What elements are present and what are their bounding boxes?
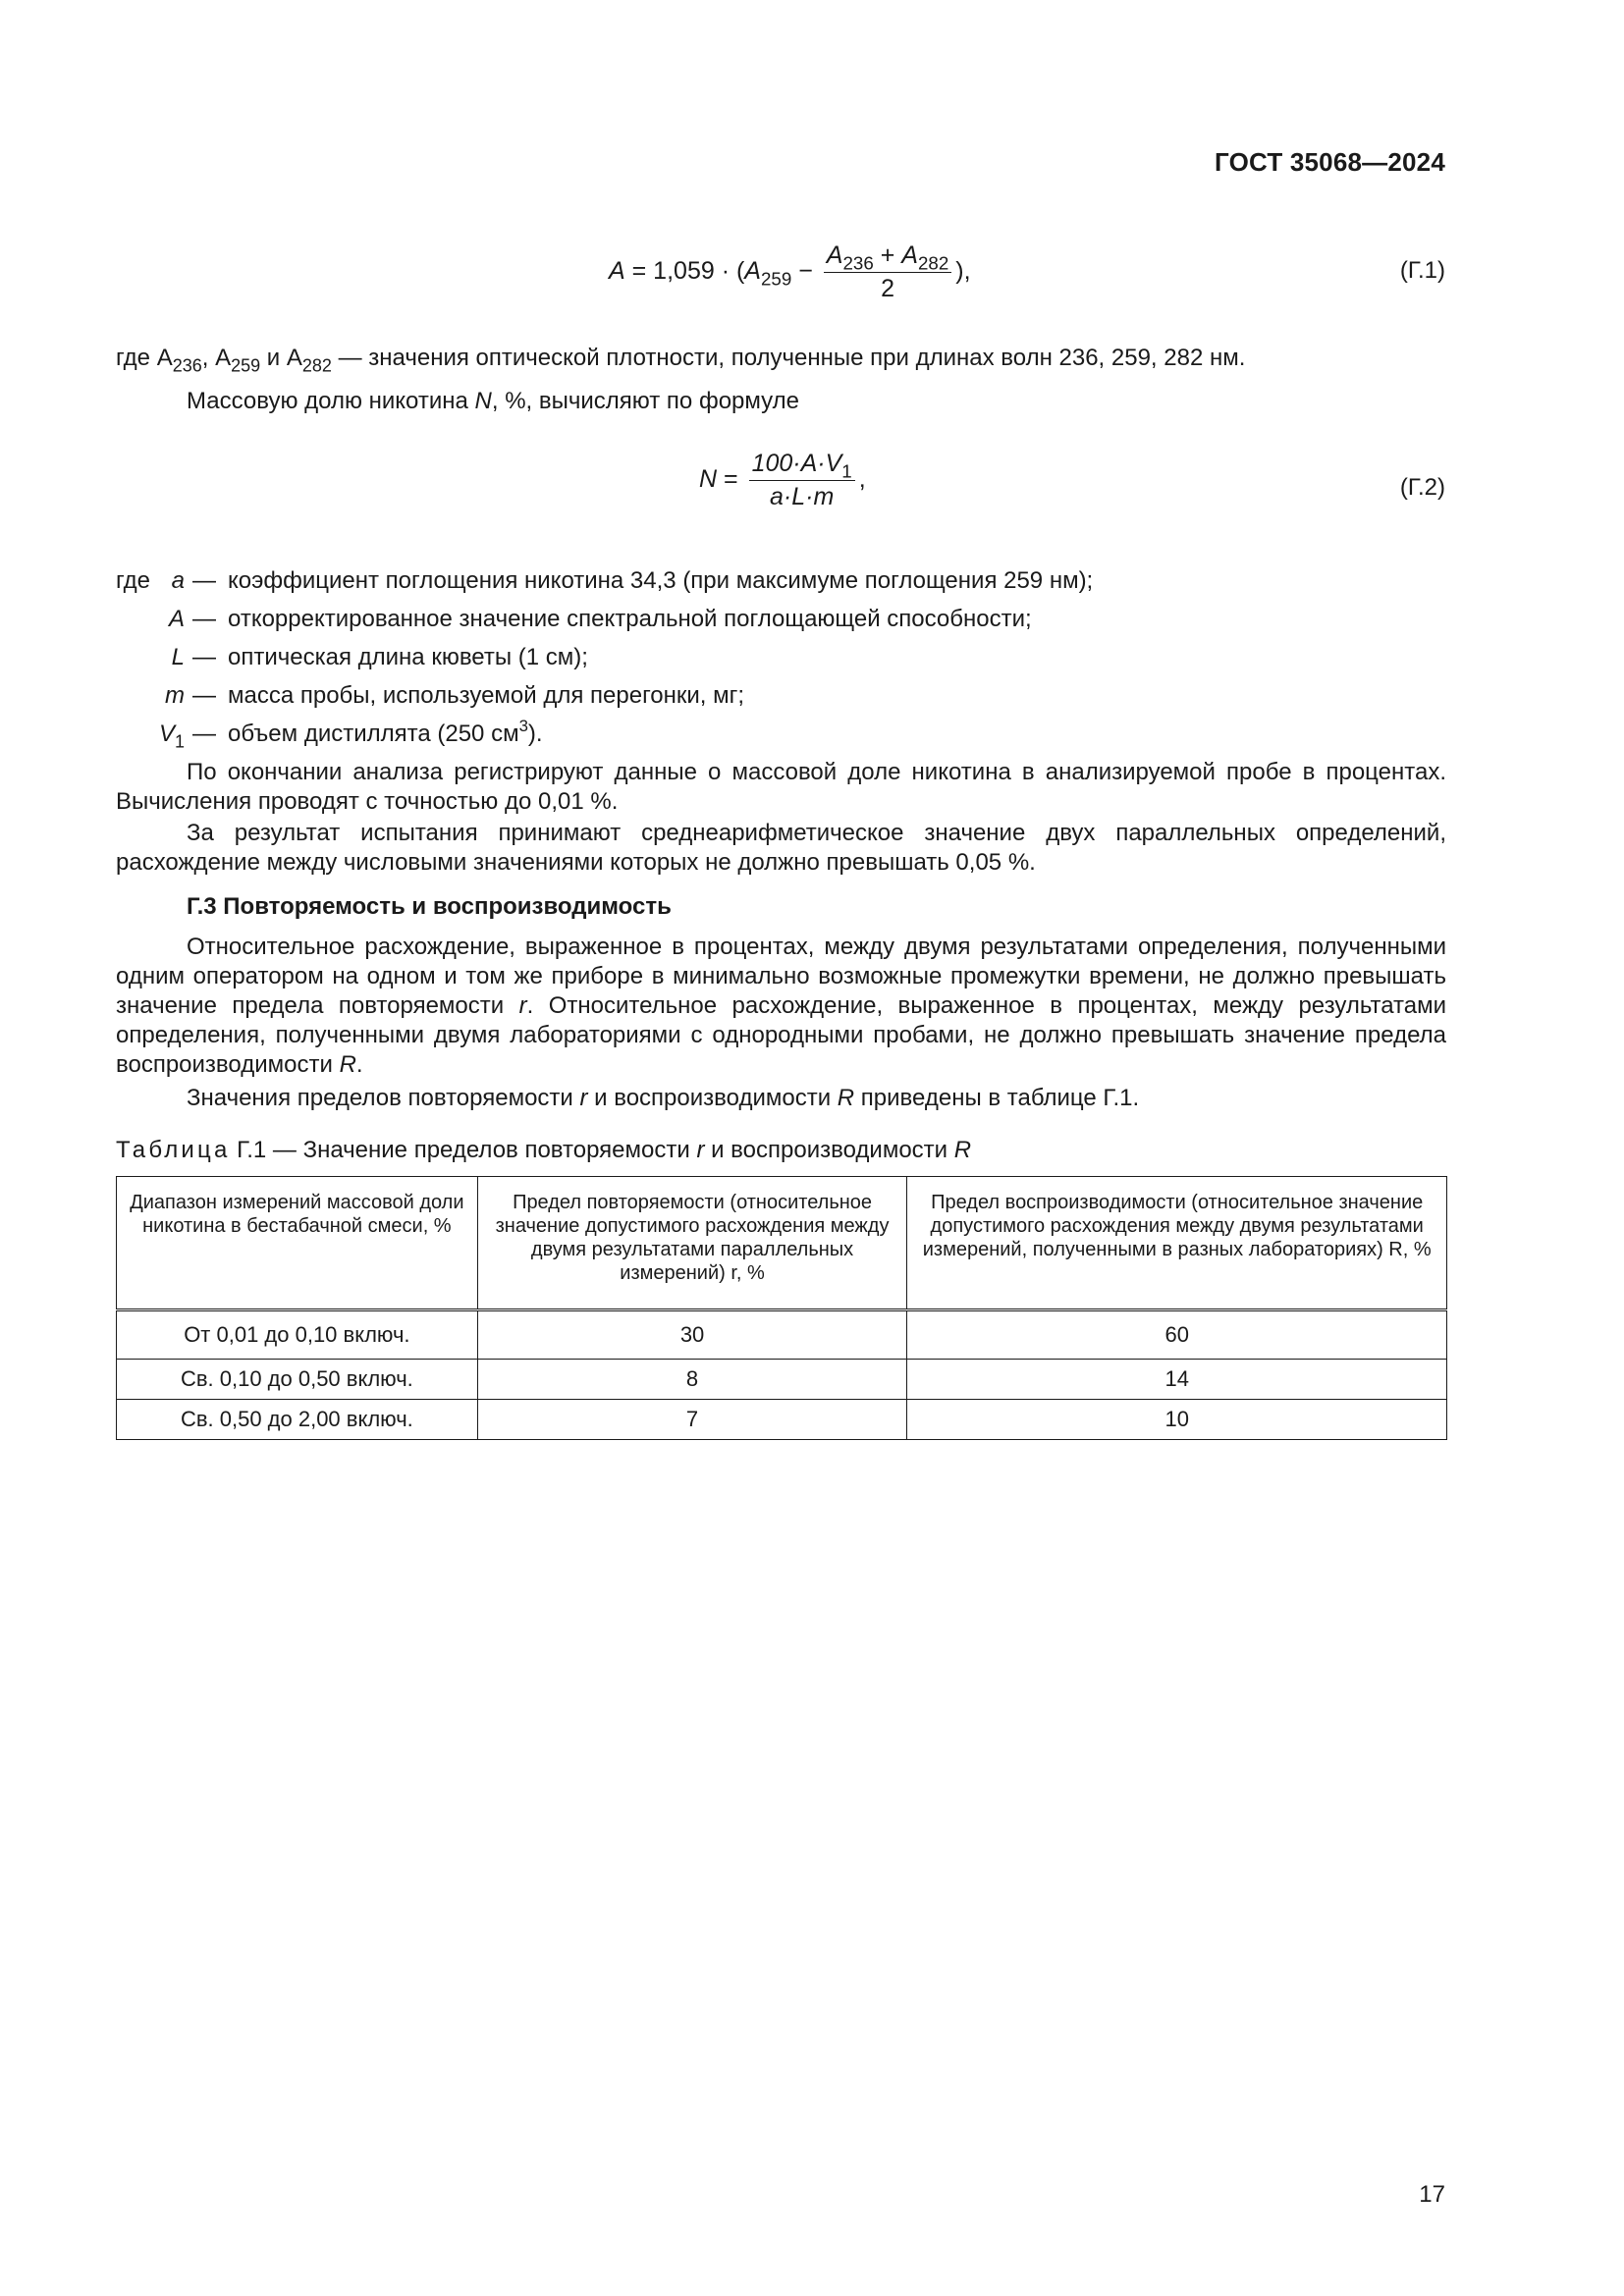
p4-var-R: R	[837, 1085, 855, 1111]
frac2-denominator: a·L·m	[770, 483, 835, 510]
equation-number-g2: (Г.2)	[1399, 474, 1445, 501]
table-cell-reproducibility: 10	[907, 1400, 1447, 1440]
formula-g1-coef: = 1,059 · (	[631, 257, 745, 286]
legend-text-V1-main: объем дистиллята (250 см	[228, 721, 519, 747]
table-cell-range: От 0,01 до 0,10 включ.	[117, 1310, 478, 1360]
legend-item	[116, 682, 1447, 712]
formula-g1-minus: −	[798, 257, 813, 286]
intro-nicotine-fraction	[187, 387, 1446, 416]
legend-item	[116, 644, 1447, 673]
where1-sub-236: 236	[172, 355, 202, 376]
legend-symbol-A: A	[168, 606, 185, 632]
legend-text-A: откорректированное значение спектральной поглощающей способности;	[228, 606, 1032, 632]
frac-a236: A	[826, 241, 843, 269]
p3-part-a: Относительное расхождение, выраженное в процентах, между двумя результатами определения, полученными одним оператором на одном и том же приборе в минимально возможные промежутки времени, не должно превышать значение предела повторяемости	[116, 934, 1446, 1019]
legend-dash: —	[192, 682, 216, 709]
table-caption-word: Таблица	[116, 1137, 231, 1163]
legend-where: где	[116, 567, 151, 594]
legend-symbol-m: m	[165, 682, 185, 709]
where-clause-1	[116, 344, 1446, 376]
where1-sub-259: 259	[231, 355, 261, 376]
legend-text-V1-sup: 3	[518, 716, 528, 735]
page-number: 17	[1419, 2181, 1445, 2208]
legend-symbol-V: V	[158, 721, 175, 747]
legend-symbol-L: L	[171, 644, 185, 670]
paragraph-repeatability	[116, 933, 1446, 1080]
p4-part-b: и воспроизводимости	[587, 1085, 838, 1111]
formula-g1-a259: A	[744, 257, 761, 286]
legend-text-a: коэффициент поглощения никотина 34,3 (при максимуме поглощения 259 нм);	[228, 567, 1094, 594]
p3-part-b: . Относительное расхождение, выраженное в процентах, между результатами определения, полученными двумя лабораториями с однородными пробами, не должно превышать значение предела воспроизводимости	[116, 992, 1446, 1078]
paragraph-analysis-result: По окончании анализа регистрируют данные о массовой доле никотина в анализируемой пробе в процентах. Вычисления проводят с точностью до 0,01 %.	[116, 759, 1446, 815]
where1-text: — значения оптической плотности, полученные при длинах волн 236, 259, 282 нм.	[331, 345, 1246, 371]
legend-dash: —	[192, 721, 216, 747]
table-cell-reproducibility: 60	[907, 1310, 1447, 1360]
formula-g1-fraction	[824, 241, 951, 303]
intro-before: Массовую долю никотина	[187, 388, 475, 414]
table-caption-R: R	[953, 1137, 972, 1163]
equation-number-g1: (Г.1)	[1399, 257, 1445, 284]
table-cell-range: Св. 0,10 до 0,50 включ.	[117, 1360, 478, 1400]
legend-symbol-V-sub: 1	[174, 731, 185, 752]
formula-g2-eq: =	[724, 465, 738, 494]
frac-denominator: 2	[881, 275, 894, 302]
table-caption-b: и воспроизводимости	[704, 1137, 954, 1163]
where1-sub-282: 282	[301, 355, 332, 376]
table-cell-repeatability: 30	[477, 1310, 907, 1360]
paragraph-test-result: За результат испытания принимают среднеарифметическое значение двух параллельных определений, расхождение между числовыми значениями которых не должно превышать 0,05 %.	[116, 820, 1446, 876]
legend-text-m: масса пробы, используемой для перегонки, мг;	[228, 682, 745, 709]
table-row	[117, 1400, 1447, 1440]
intro-after: , %, вычисляют по формуле	[491, 388, 799, 414]
frac2-numerator-sub: 1	[841, 460, 852, 482]
column-header-reproducibility: Предел воспроизводимости (относительное значение допустимого расхождения между двумя результатами измерений, полученными в разных лабораториях) R, %	[907, 1177, 1447, 1310]
legend-item	[116, 567, 1447, 597]
frac-a236-sub: 236	[842, 252, 874, 274]
frac-plus: +	[880, 241, 895, 269]
where1-c2: и А	[260, 345, 302, 371]
formula-g1	[609, 241, 971, 303]
column-header-repeatability: Предел повторяемости (относительное значение допустимого расхождения между двумя результатами параллельных измерений) r, %	[477, 1177, 907, 1310]
p3-var-r: r	[518, 992, 527, 1019]
frac2-numerator: 100·A·V	[751, 450, 842, 477]
formula-g2-tail: ,	[858, 465, 866, 494]
paragraph-limits-reference	[116, 1084, 1446, 1113]
formula-g2	[699, 450, 866, 511]
table-cell-range: Св. 0,50 до 2,00 включ.	[117, 1400, 478, 1440]
legend-dash: —	[192, 606, 216, 632]
p4-part-a: Значения пределов повторяемости	[187, 1085, 580, 1111]
where1-prefix: где А	[116, 345, 173, 371]
symbol-legend	[116, 567, 1447, 754]
table-caption	[116, 1137, 971, 1164]
column-header-range: Диапазон измерений массовой доли никотина в бестабачной смеси, %	[117, 1177, 478, 1310]
frac-a282-sub: 282	[917, 252, 949, 274]
table-caption-a: Г.1 — Значение пределов повторяемости	[230, 1137, 697, 1163]
p3-var-R: R	[339, 1051, 356, 1078]
formula-g1-lhs: A	[609, 257, 625, 286]
legend-symbol-a: a	[171, 567, 185, 594]
table-cell-repeatability: 7	[477, 1400, 907, 1440]
legend-text-V1	[228, 716, 543, 748]
legend-item	[116, 716, 1447, 752]
intro-var-n: N	[474, 388, 492, 414]
formula-g1-a259-sub: 259	[760, 268, 792, 290]
legend-text-V1-end: ).	[527, 721, 543, 747]
section-title-g3: Г.3 Повторяемость и воспроизводимость	[187, 893, 672, 920]
legend-dash: —	[192, 567, 216, 594]
limits-table	[116, 1176, 1447, 1440]
table-cell-reproducibility: 14	[907, 1360, 1447, 1400]
legend-dash: —	[192, 644, 216, 670]
formula-g2-lhs: N	[699, 465, 718, 494]
formula-g2-fraction	[749, 450, 855, 511]
table-row	[117, 1310, 1447, 1360]
table-header-row	[117, 1177, 1447, 1310]
frac-a282: A	[901, 241, 918, 269]
legend-symbol-V1	[116, 721, 185, 752]
where1-c1: , А	[201, 345, 232, 371]
document-code: ГОСТ 35068—2024	[1215, 147, 1445, 177]
p4-part-c: приведены в таблице Г.1.	[854, 1085, 1140, 1111]
p4-var-r: r	[579, 1085, 588, 1111]
legend-text-L: оптическая длина кюветы (1 см);	[228, 644, 588, 670]
table-cell-repeatability: 8	[477, 1360, 907, 1400]
table-row	[117, 1360, 1447, 1400]
formula-g1-tail: ),	[955, 257, 971, 286]
table-caption-r: r	[696, 1137, 705, 1163]
p3-part-c: .	[355, 1051, 363, 1078]
legend-item	[116, 606, 1447, 635]
